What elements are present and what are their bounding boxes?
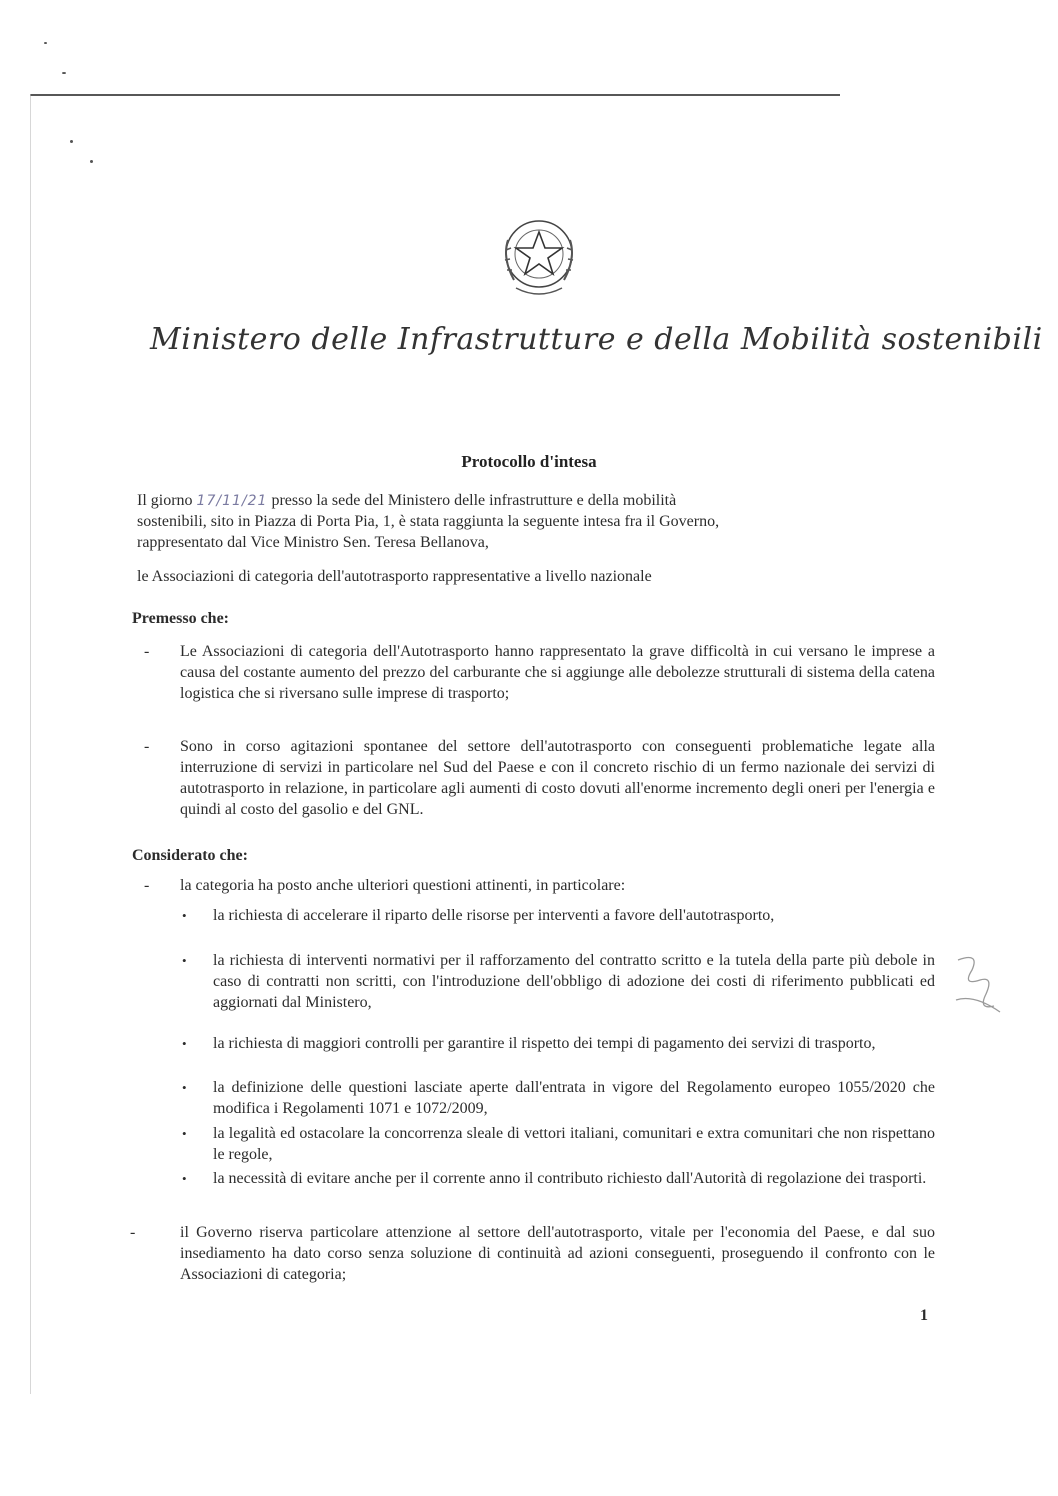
intro-line-3: rappresentato dal Vice Ministro Sen. Teresa Bellanova, — [137, 534, 489, 551]
considerato-bullet-5: la legalità ed ostacolare la concorrenza sleale di vettori italiani, comunitari e extra comunitari che non rispettano le regole, — [213, 1125, 935, 1163]
considerato-bullet-2: la richiesta di interventi normativi per il rafforzamento del contratto scritto e la tutela della parte più debole in caso di contratti non scritti, con l'introduzione dell'obbligo di adozione dei costi di riferimento pubblicati ed aggiornati dal Ministero, — [213, 952, 935, 1011]
intro-line-4: le Associazioni di categoria dell'autotrasporto rappresentative a livello nazionale — [137, 568, 652, 585]
document-title: Protocollo d'intesa — [461, 452, 597, 471]
considerato-bullet-6: la necessità di evitare anche per il corrente anno il contributo richiesto dall'Autorità di regolazione dei trasporti. — [213, 1170, 927, 1187]
bullet-marker: • — [182, 1126, 187, 1141]
bullet-marker: • — [182, 953, 187, 968]
bullet-marker: • — [182, 1036, 187, 1051]
bullet-marker: • — [182, 908, 187, 923]
ministry-name: Ministero delle Infrastrutture e della Mobilità sostenibili — [150, 322, 1043, 357]
page-number: 1 — [920, 1307, 928, 1324]
list-dash: - — [144, 877, 150, 894]
intro-prefix: Il giorno — [137, 492, 193, 509]
intro-line-1 — [137, 490, 935, 512]
considerato-bullet-3: la richiesta di maggiori controlli per garantire il rispetto dei tempi di pagamento dei servizi di trasporto, — [213, 1035, 876, 1052]
bullet-marker: • — [182, 1171, 187, 1186]
considerato-heading: Considerato che: — [132, 847, 248, 864]
scan-speck — [44, 42, 47, 44]
considerato-bullet-1: la richiesta di accelerare il riparto delle risorse per interventi a favore dell'autotrasporto, — [213, 907, 775, 924]
list-dash: - — [130, 1224, 136, 1241]
intro-line-2: sostenibili, sito in Piazza di Porta Pia, 1, è stata raggiunta la seguente intesa fra il Governo, — [137, 513, 720, 530]
list-dash: - — [144, 738, 150, 755]
handwritten-initials-signature — [950, 950, 1010, 1020]
scan-speck — [62, 72, 66, 74]
premesso-heading: Premesso che: — [132, 610, 229, 627]
italian-republic-emblem-icon — [494, 210, 584, 302]
premesso-item-1: Le Associazioni di categoria dell'Autotrasporto hanno rappresentato la grave difficoltà in cui versano le imprese a causa del costante aumento del prezzo del carburante che si aggiunge alle debolezze strutturali di sistema della catena logistica che si riversano sulle imprese di trasporto; — [180, 643, 935, 702]
list-dash: - — [144, 643, 150, 660]
handwritten-date: 17/11/21 — [196, 493, 268, 509]
intro-line1-rest: presso la sede del Ministero delle infrastrutture e della mobilità — [271, 492, 677, 509]
considerato-bullet-4: la definizione delle questioni lasciate aperte dall'entrata in vigore del Regolamento europeo 1055/2020 che modifica i Regolamenti 1071 e 1072/2009, — [213, 1079, 935, 1117]
scan-speck — [70, 140, 73, 143]
scan-border-left — [30, 94, 31, 1394]
premesso-item-2: Sono in corso agitazioni spontanee del settore dell'autotrasporto con conseguenti problematiche legate alla interruzione di servizi in particolare nel Sud del Paese e con il concreto rischio di un fermo nazionale dei servizi di autotrasporto in relazione, in particolare agli aumenti di costo dovuti all'enorme incremento degli oneri per l'energia e quindi al costo del gasolio e del GNL. — [180, 738, 935, 818]
considerato-lead: la categoria ha posto anche ulteriori questioni attinenti, in particolare: — [180, 877, 626, 894]
scan-border-top — [30, 94, 840, 96]
bullet-marker: • — [182, 1080, 187, 1095]
considerato-final-item: il Governo riserva particolare attenzione al settore dell'autotrasporto, vitale per l'economia del Paese, e dal suo insediamento ha dato corso senza soluzione di continuità ad azioni conseguenti, proseguendo il confronto con le Associazioni di categoria; — [180, 1224, 935, 1283]
scan-speck — [90, 160, 93, 163]
